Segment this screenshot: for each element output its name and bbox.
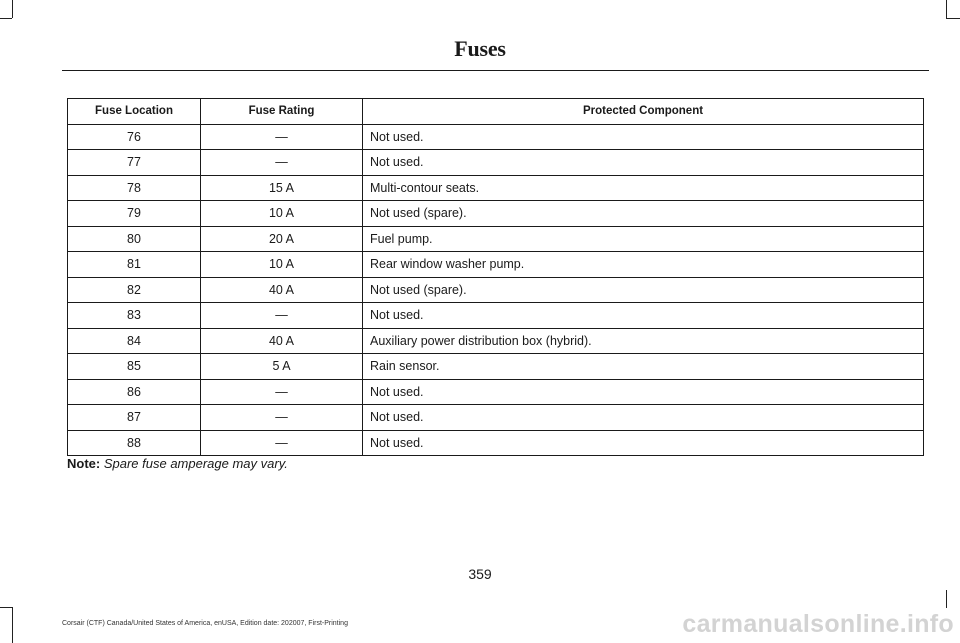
table-row <box>68 405 924 431</box>
cell-fuse-location: 88 <box>68 430 201 456</box>
crop-mark-top-right-horizontal <box>946 18 960 19</box>
table-header-row <box>68 99 924 125</box>
column-header-protected-component: Protected Component <box>363 99 924 125</box>
page-title: Fuses <box>454 36 506 61</box>
cell-fuse-rating: 15 A <box>201 175 363 201</box>
crop-mark-bottom-left-vertical <box>12 607 13 643</box>
watermark: carmanualsonline.info <box>682 610 954 638</box>
cell-fuse-location: 84 <box>68 328 201 354</box>
cell-protected-component: Not used. <box>363 430 924 456</box>
cell-fuse-rating: 40 A <box>201 277 363 303</box>
footer-edition-info: Corsair (CTF) Canada/United States of America, enUSA, Edition date: 202007, First-Printing <box>62 620 348 627</box>
crop-mark-bottom-right-vertical <box>946 590 947 608</box>
cell-fuse-location: 79 <box>68 201 201 227</box>
table-row <box>68 226 924 252</box>
cell-protected-component: Not used (spare). <box>363 201 924 227</box>
page-number: 359 <box>468 566 492 582</box>
column-header-fuse-rating: Fuse Rating <box>201 99 363 125</box>
cell-fuse-location: 80 <box>68 226 201 252</box>
crop-mark-top-right-vertical <box>946 0 947 18</box>
cell-protected-component: Not used. <box>363 150 924 176</box>
cell-fuse-location: 85 <box>68 354 201 380</box>
table-row <box>68 175 924 201</box>
cell-fuse-location: 87 <box>68 405 201 431</box>
cell-fuse-location: 76 <box>68 124 201 150</box>
crop-mark-top-left-vertical <box>12 0 13 18</box>
note <box>67 456 288 471</box>
table-row <box>68 150 924 176</box>
table-row <box>68 201 924 227</box>
cell-fuse-rating: — <box>201 430 363 456</box>
cell-fuse-location: 78 <box>68 175 201 201</box>
table-row <box>68 124 924 150</box>
cell-fuse-rating: 10 A <box>201 201 363 227</box>
cell-fuse-rating: — <box>201 150 363 176</box>
table-row <box>68 303 924 329</box>
cell-protected-component: Multi-contour seats. <box>363 175 924 201</box>
cell-fuse-rating: — <box>201 379 363 405</box>
crop-mark-top-left-horizontal <box>0 18 12 19</box>
note-text: Spare fuse amperage may vary. <box>103 456 288 471</box>
cell-fuse-rating: 40 A <box>201 328 363 354</box>
table-row <box>68 328 924 354</box>
cell-protected-component: Not used. <box>363 303 924 329</box>
cell-protected-component: Not used (spare). <box>363 277 924 303</box>
column-header-fuse-location: Fuse Location <box>68 99 201 125</box>
table-row <box>68 379 924 405</box>
cell-fuse-rating: — <box>201 124 363 150</box>
note-label: Note: <box>67 456 101 471</box>
title-rule <box>62 70 929 71</box>
cell-fuse-rating: 10 A <box>201 252 363 278</box>
cell-fuse-rating: — <box>201 405 363 431</box>
cell-protected-component: Rear window washer pump. <box>363 252 924 278</box>
crop-mark-bottom-left-horizontal <box>0 607 12 608</box>
cell-fuse-location: 83 <box>68 303 201 329</box>
cell-fuse-location: 86 <box>68 379 201 405</box>
fuse-table <box>67 98 924 456</box>
cell-fuse-rating: — <box>201 303 363 329</box>
cell-protected-component: Fuel pump. <box>363 226 924 252</box>
cell-protected-component: Auxiliary power distribution box (hybrid). <box>363 328 924 354</box>
table-row <box>68 277 924 303</box>
cell-protected-component: Not used. <box>363 405 924 431</box>
cell-protected-component: Not used. <box>363 124 924 150</box>
table-row <box>68 354 924 380</box>
cell-protected-component: Not used. <box>363 379 924 405</box>
cell-fuse-location: 77 <box>68 150 201 176</box>
table-row <box>68 430 924 456</box>
cell-fuse-rating: 5 A <box>201 354 363 380</box>
cell-fuse-rating: 20 A <box>201 226 363 252</box>
table-row <box>68 252 924 278</box>
cell-protected-component: Rain sensor. <box>363 354 924 380</box>
cell-fuse-location: 82 <box>68 277 201 303</box>
cell-fuse-location: 81 <box>68 252 201 278</box>
table-body <box>68 124 924 456</box>
